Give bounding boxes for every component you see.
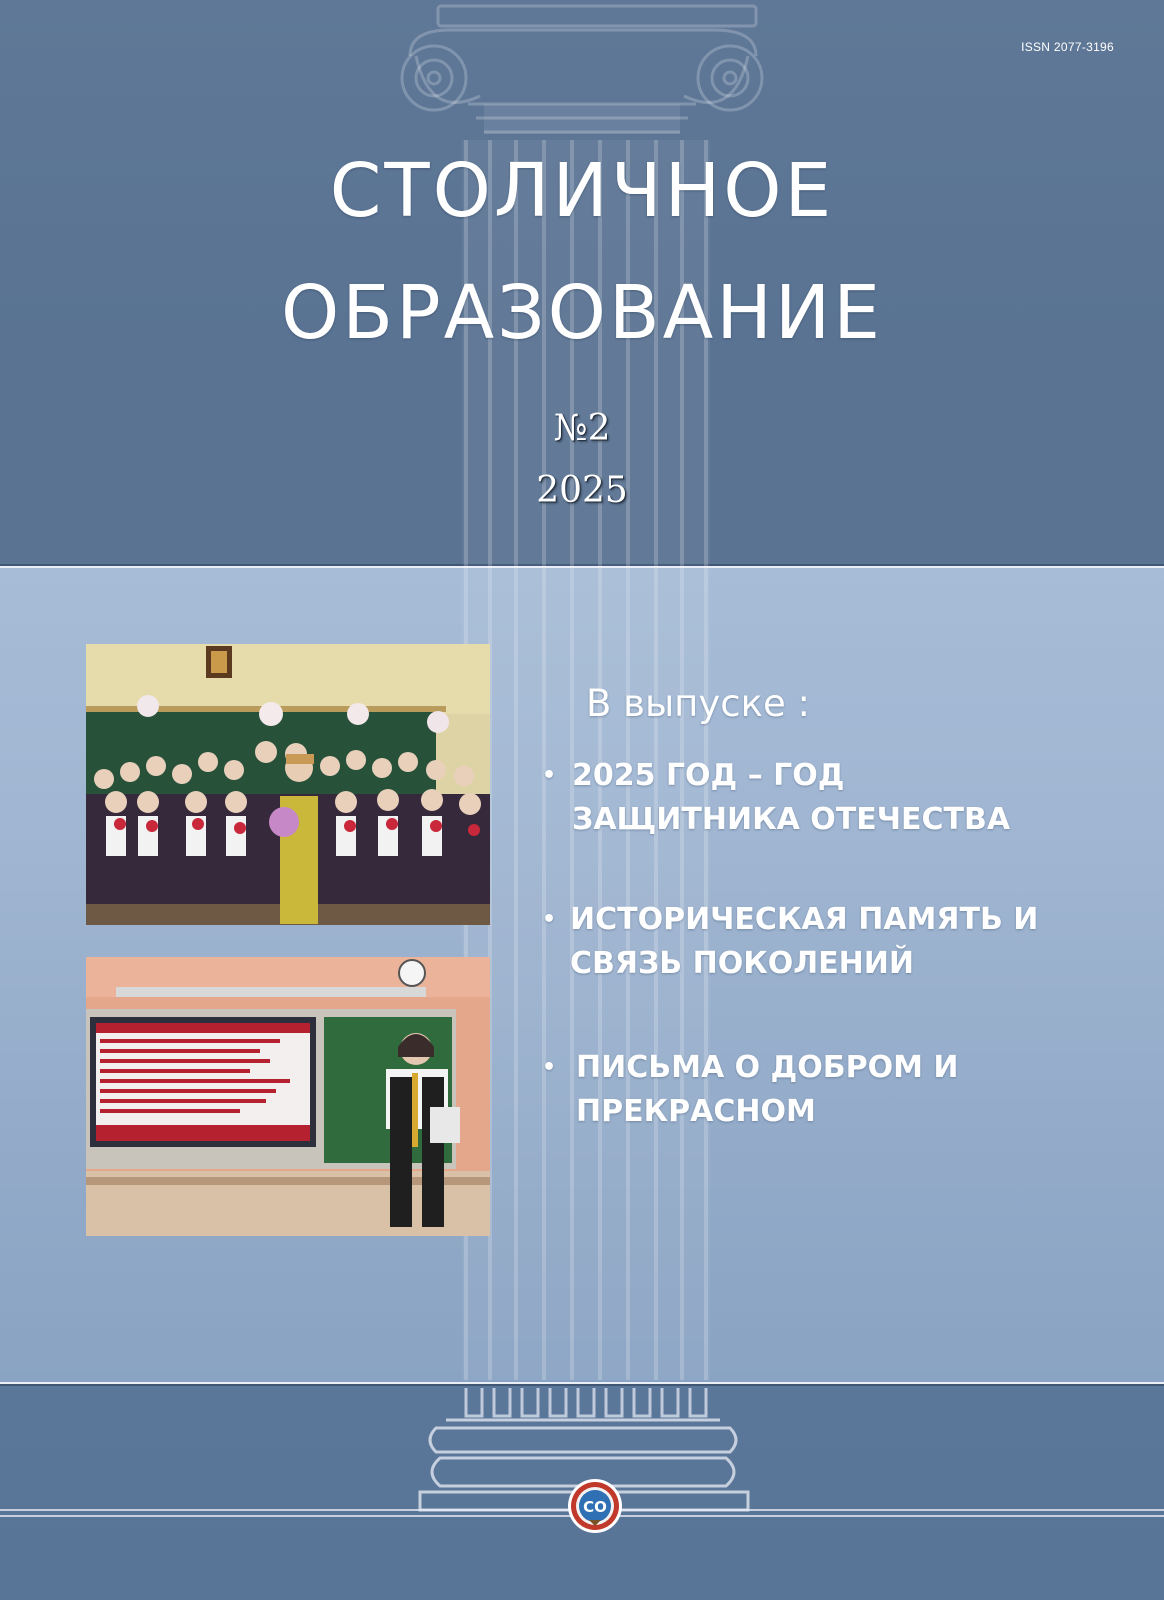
contents-item-line-2: ЗАЩИТНИКА ОТЕЧЕСТВА — [572, 802, 1011, 837]
bullet: • — [542, 763, 557, 788]
contents-item-line-2: ПРЕКРАСНОМ — [576, 1094, 816, 1129]
bullet: • — [542, 907, 557, 932]
contents-item — [542, 898, 1062, 986]
contents-item-line-1: ПИСЬМА О ДОБРОМ И — [576, 1050, 959, 1085]
contents-item-line-2: СВЯЗЬ ПОКОЛЕНИЙ — [570, 946, 914, 981]
contents-item — [542, 1046, 1062, 1134]
issue-number: №2 — [553, 408, 611, 449]
logo-text: СО — [583, 1498, 607, 1516]
contents-heading: В выпуске : — [586, 682, 810, 725]
contents-item-line-1: 2025 ГОД – ГОД — [572, 758, 845, 793]
contents-item-line-1: ИСТОРИЧЕСКАЯ ПАМЯТЬ И — [570, 902, 1039, 937]
classroom-presentation-photo — [86, 957, 490, 1236]
journal-title-line-2: ОБРАЗОВАНИЕ — [280, 270, 884, 356]
bullet: • — [542, 1055, 557, 1080]
class-group-photo — [86, 644, 490, 925]
journal-logo-icon — [567, 1478, 623, 1534]
contents-item — [542, 754, 1062, 842]
journal-title-line-1: СТОЛИЧНОЕ — [329, 148, 835, 234]
issue-year: 2025 — [536, 470, 628, 511]
issn-number: ISSN 2077-3196 — [1021, 40, 1114, 54]
